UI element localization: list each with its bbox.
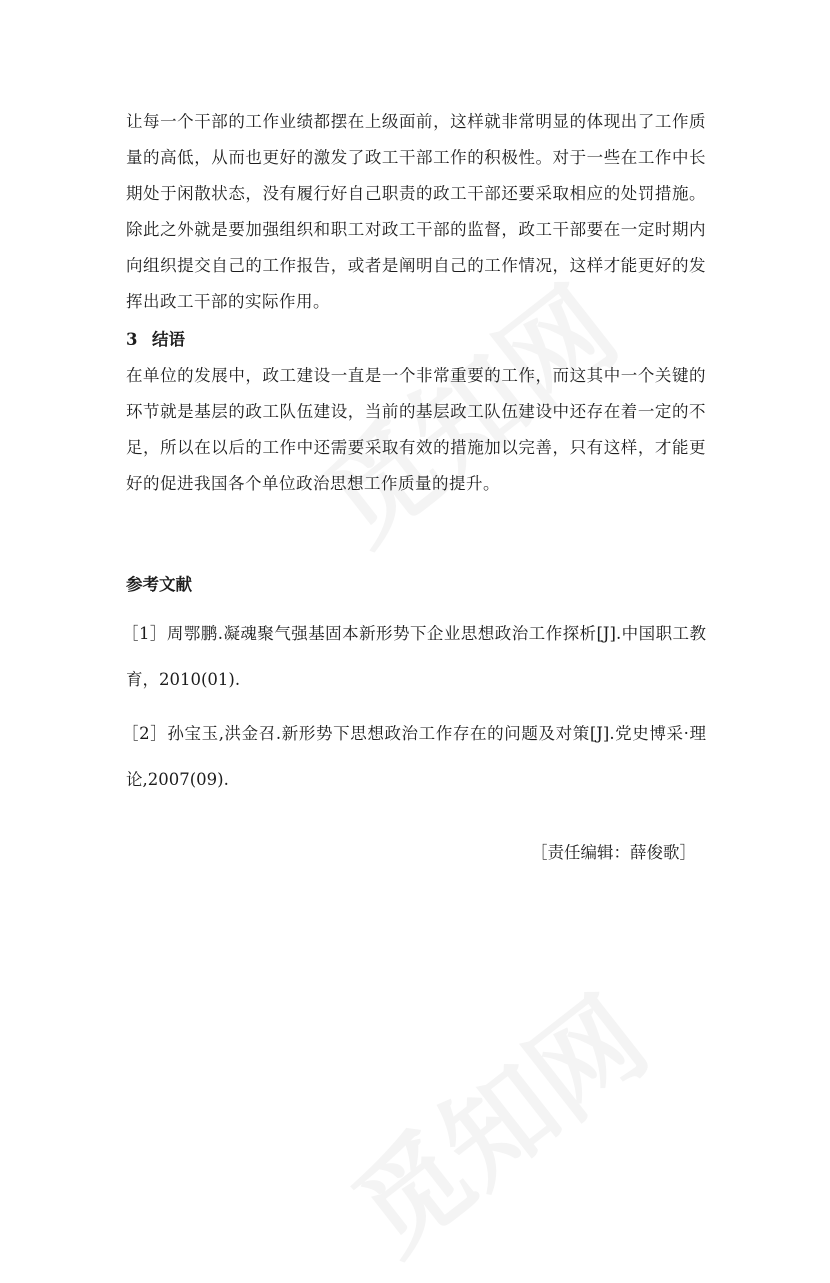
body-paragraph: 在单位的发展中，政工建设一直是一个非常重要的工作，而这其中一个关键的环节就是基层的政工队伍建设，当前的基层政工队伍建设中还存在着一定的不足，所以在以后的工作中还需要采取有效的措施加以完善，只有这样，才能更好的促进我国各个单位政治思想工作质量的提升。 xyxy=(126,366,706,493)
responsible-editor: ［责任编辑：薛俊歌］ xyxy=(531,843,696,862)
document-page xyxy=(122,104,707,871)
reference-item xyxy=(122,611,707,703)
body-paragraph: 让每一个干部的工作业绩都摆在上级面前，这样就非常明显的体现出了工作质量的高低，从而也更好的激发了政工干部工作的积极性。对于一些在工作中长期处于闲散状态，没有履行好自己职责的政工干部还要采取相应的处罚措施。除此之外就是要加强组织和职工对政工干部的监督，政工干部要在一定时期内向组织提交自己的工作报告，或者是阐明自己的工作情况，这样才能更好的发挥出政工干部的实际作用。 xyxy=(126,112,706,311)
references-title: 参考文献 xyxy=(126,575,192,594)
watermark xyxy=(316,955,673,1283)
section-number: 3 xyxy=(126,330,138,349)
reference-text: 周鄂鹏.凝魂聚气强基固本新形势下企业思想政治工作探析[J].中国职工教育，2010(01). xyxy=(126,624,707,689)
section-title: 结语 xyxy=(152,330,185,349)
section-heading xyxy=(126,322,706,358)
reference-index: ［1］ xyxy=(122,624,167,643)
reference-text: 孙宝玉,洪金召.新形势下思想政治工作存在的问题及对策[J].党史博采·理论,2007(09). xyxy=(126,724,706,789)
reference-item xyxy=(122,711,706,803)
reference-index: ［2］ xyxy=(122,724,168,743)
